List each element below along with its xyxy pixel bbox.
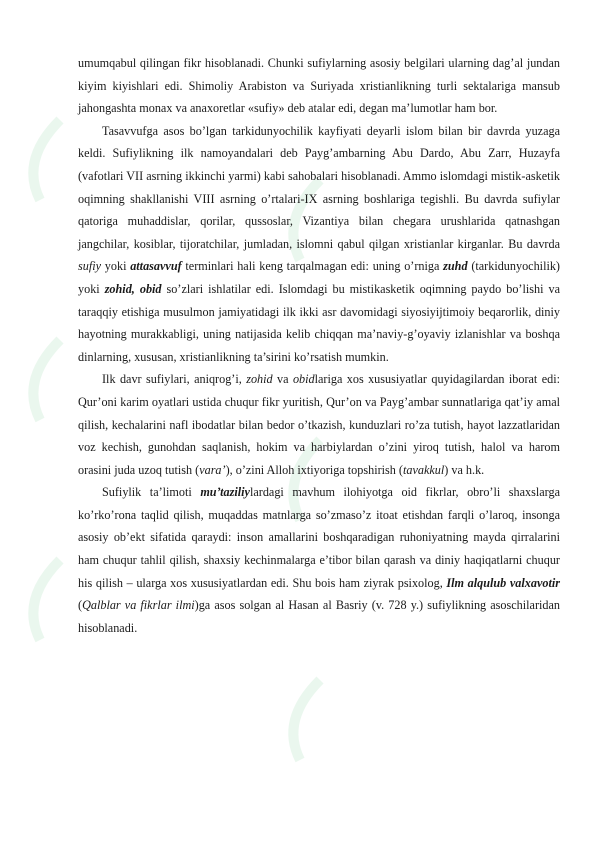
paragraph	[78, 52, 560, 120]
text-run: tavakkul	[402, 462, 445, 477]
text-run: (tarkidunyochilik) yoki	[78, 259, 560, 296]
text-run: Ilm alqulub valxavotir	[446, 575, 560, 590]
text-run: (	[78, 598, 83, 613]
text-run: zohid	[246, 372, 273, 387]
text-run: Qalblar va fikrlar ilmi	[82, 598, 195, 613]
text-run: mu’taziliy	[200, 485, 250, 500]
text-run: )ga asos solgan al Hasan al Basriy (v. 728 y.) sufiylikning asoschilaridan hisoblanadi.	[78, 598, 560, 635]
text-run: obid	[292, 372, 315, 387]
text-run: ), o’zini Alloh ixtiyoriga topshirish (	[225, 462, 403, 477]
text-run: umumqabul qilingan fikr hisoblanadi. Chunki sufiylarning asosiy belgilari ularning dag’al jundan kiyim kiyishlari edi. Shimoliy Arabiston va Suriyada xristianlikning turli sektalariga mansub jahongashta monax va anaxoretlar «sufiy» deb atalar edi, degan ma’lumotlar ham bor.	[78, 56, 560, 116]
text-run: va	[272, 372, 293, 387]
text-run: vara’	[199, 462, 226, 477]
paragraph	[78, 368, 560, 481]
text-run: Ilk davr sufiylari, aniqrog’i,	[102, 372, 247, 387]
paragraph	[78, 120, 560, 369]
paragraph	[78, 481, 560, 639]
text-run: lardagi mavhum ilohiyotga oid fikrlar, obro’li shaxslarga ko’rko’rona taqlid qilish, muqaddas matnlarga so’zmaso’z itoat etishdan farqli o’laroq, insonga asosiy ob’ekt sifatida qaraydi: inson amallarini boshqaradigan ruhoniyatning mayda qirralarini ham chuqur tahlil qilish, shaxsiy kechinmalarga e’tibor bilan qarash va diniy haqiqatlarni chuqur his qilish – ularga xos xususiyatlardan edi. Shu bois ham ziyrak psixolog,	[78, 485, 561, 590]
document-page	[78, 52, 560, 639]
text-run: lariga xos xususiyatlar quyidagilardan iborat edi: Qur’oni karim oyatlari ustida chuqur fikr yuritish, Qur’on va Payg’ambar sunnatlariga qat’iy amal qilish, kechalarini nafl ibodatlar bilan bedor o’tkazish, kunduzlari ro’za tutish, hayot lazzatlaridan voz kechish, gunohdan saqlanish, hokim va harbiylardan o’zini yiroq tutish, halol va harom orasini juda uzoq tutish (	[78, 372, 561, 477]
text-run: attasavvuf	[130, 259, 182, 274]
text-run: obid	[139, 281, 162, 296]
text-run: so’zlari ishlatilar edi. Islomdagi bu mistikasketik oqimning paydo bo’lishi va taraqqiy etishiga musulmon jamiyatidagi ilk ikki asr davomidagi siyosiyijtimoiy beqarorlik, diniy hayotning murakkabligi, uning natijasida kelib chiqqan ma’naviy-g’oyaviy izlanishlar va boshqa dinlarning, xususan, xristianlikning ta’sirini ko’rsatish mumkin.	[78, 281, 560, 364]
text-run: Sufiylik ta’limoti	[102, 485, 201, 500]
text-run: zohid,	[104, 281, 135, 296]
text-run: terminlari hali keng tarqalmagan edi: uning o’rniga	[181, 259, 444, 274]
text-run: zuhd	[443, 259, 468, 274]
text-run: yoki	[101, 259, 131, 274]
text-run: Tasavvufga asos bo’lgan tarkidunyochilik kayfiyati deyarli islom bilan bir davrda yuzaga keldi. Sufiylikning ilk namoyandalari deb Payg’ambarning Abu Dardo, Abu Zarr, Huzayfa (vafotlari VII asrning ikkinchi yarmi) kabi sahobalari hisoblanadi. Ammo islomdagi mistik-asketik oqimning shakllanishi VIII asrning o’rtalari-IX asrning boshlariga tegishli. Bu davrda sufiylar qatoriga muhaddislar, qorilar, qussoslar, Vizantiya bilan chegara urushlarida qatnashgan jangchilar, kosiblar, tijoratchilar, jumladan, islomni qabul qilgan xristianlar kirganlar. Bu davrda	[78, 123, 560, 251]
text-run: sufiy	[78, 259, 102, 274]
text-run: ) va h.k.	[444, 462, 485, 477]
